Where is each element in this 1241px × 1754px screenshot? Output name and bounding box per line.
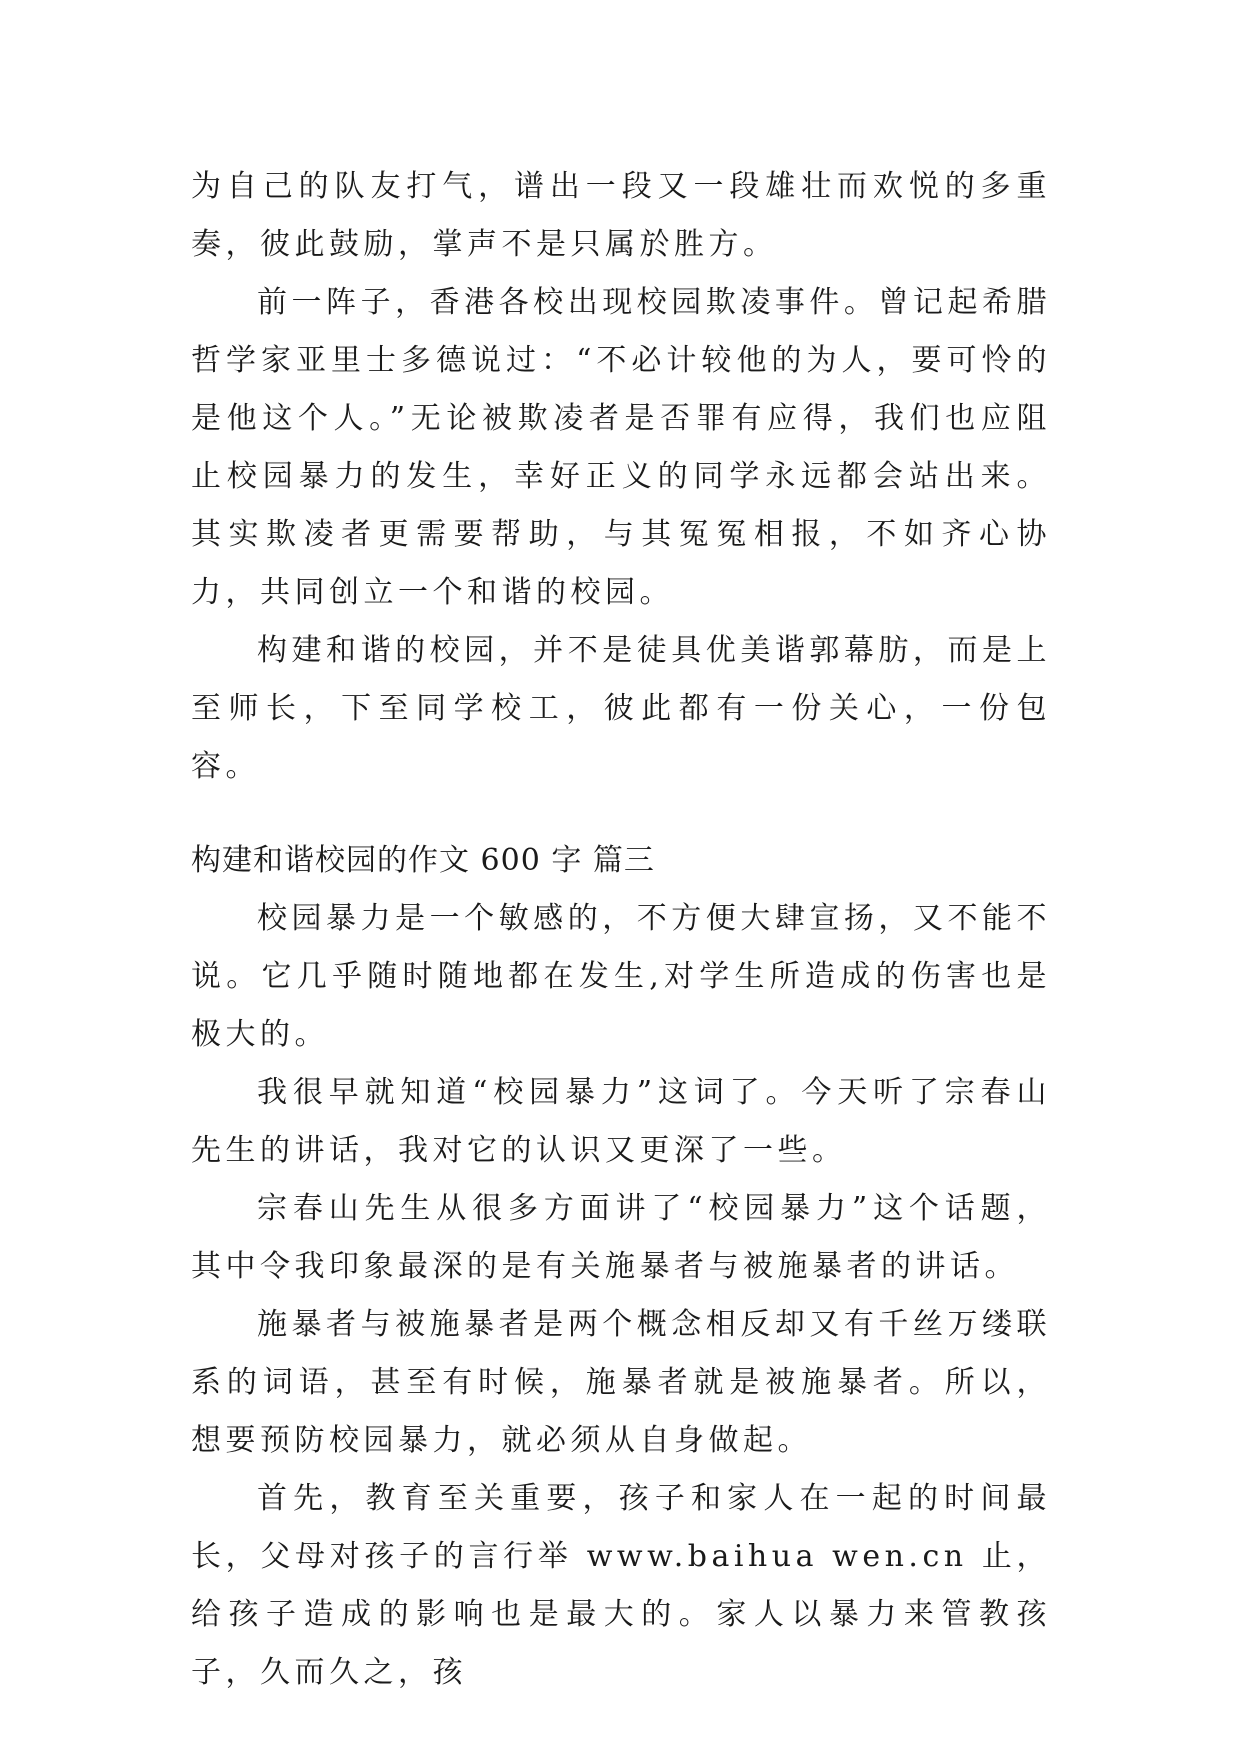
- paragraph-education: 首先，教育至关重要，孩子和家人在一起的时间最长，父母对孩子的言行举 www.baihua wen.cn 止，给孩子造成的影响也是最大的。家人以暴力来管教孩子，久而久之，孩: [191, 1481, 1051, 1690]
- paragraph-harmonious-campus: 构建和谐的校园，并不是徒具优美谐郭幕肪，而是上至师长，下至同学校工，彼此都有一份关心，一份包容。: [191, 633, 1051, 784]
- paragraph-perpetrators: 施暴者与被施暴者是两个概念相反却又有千丝万缕联系的词语，甚至有时候，施暴者就是被施暴者。所以，想要预防校园暴力，就必须从自身做起。: [191, 1307, 1051, 1458]
- paragraph-continuation: 为自己的队友打气，谱出一段又一段雄壮而欢悦的多重奏，彼此鼓励，掌声不是只属於胜方。: [191, 169, 1051, 262]
- paragraph-speech: 我很早就知道“校园暴力”这词了。今天听了宗春山先生的讲话，我对它的认识又更深了一些。: [191, 1075, 1051, 1168]
- paragraph-campus-violence-intro: 校园暴力是一个敏感的，不方便大肆宣扬，又不能不说。它几乎随时随地都在发生,对学生所造成的伤害也是极大的。: [191, 901, 1051, 1052]
- document-body: [191, 158, 1051, 1702]
- section-heading: 构建和谐校园的作文 600 字 篇三: [191, 843, 655, 878]
- paragraph-bullying-events: 前一阵子，香港各校出现校园欺凌事件。曾记起希腊哲学家亚里士多德说过：“不必计较他的为人，要可怜的是他这个人。”无论被欺凌者是否罪有应得，我们也应阻止校园暴力的发生，幸好正义的同学永远都会站出来。其实欺凌者更需要帮助，与其冤冤相报，不如齐心协力，共同创立一个和谐的校园。: [191, 285, 1051, 610]
- paragraph-topic: 宗春山先生从很多方面讲了“校园暴力”这个话题，其中令我印象最深的是有关施暴者与被施暴者的讲话。: [191, 1191, 1051, 1284]
